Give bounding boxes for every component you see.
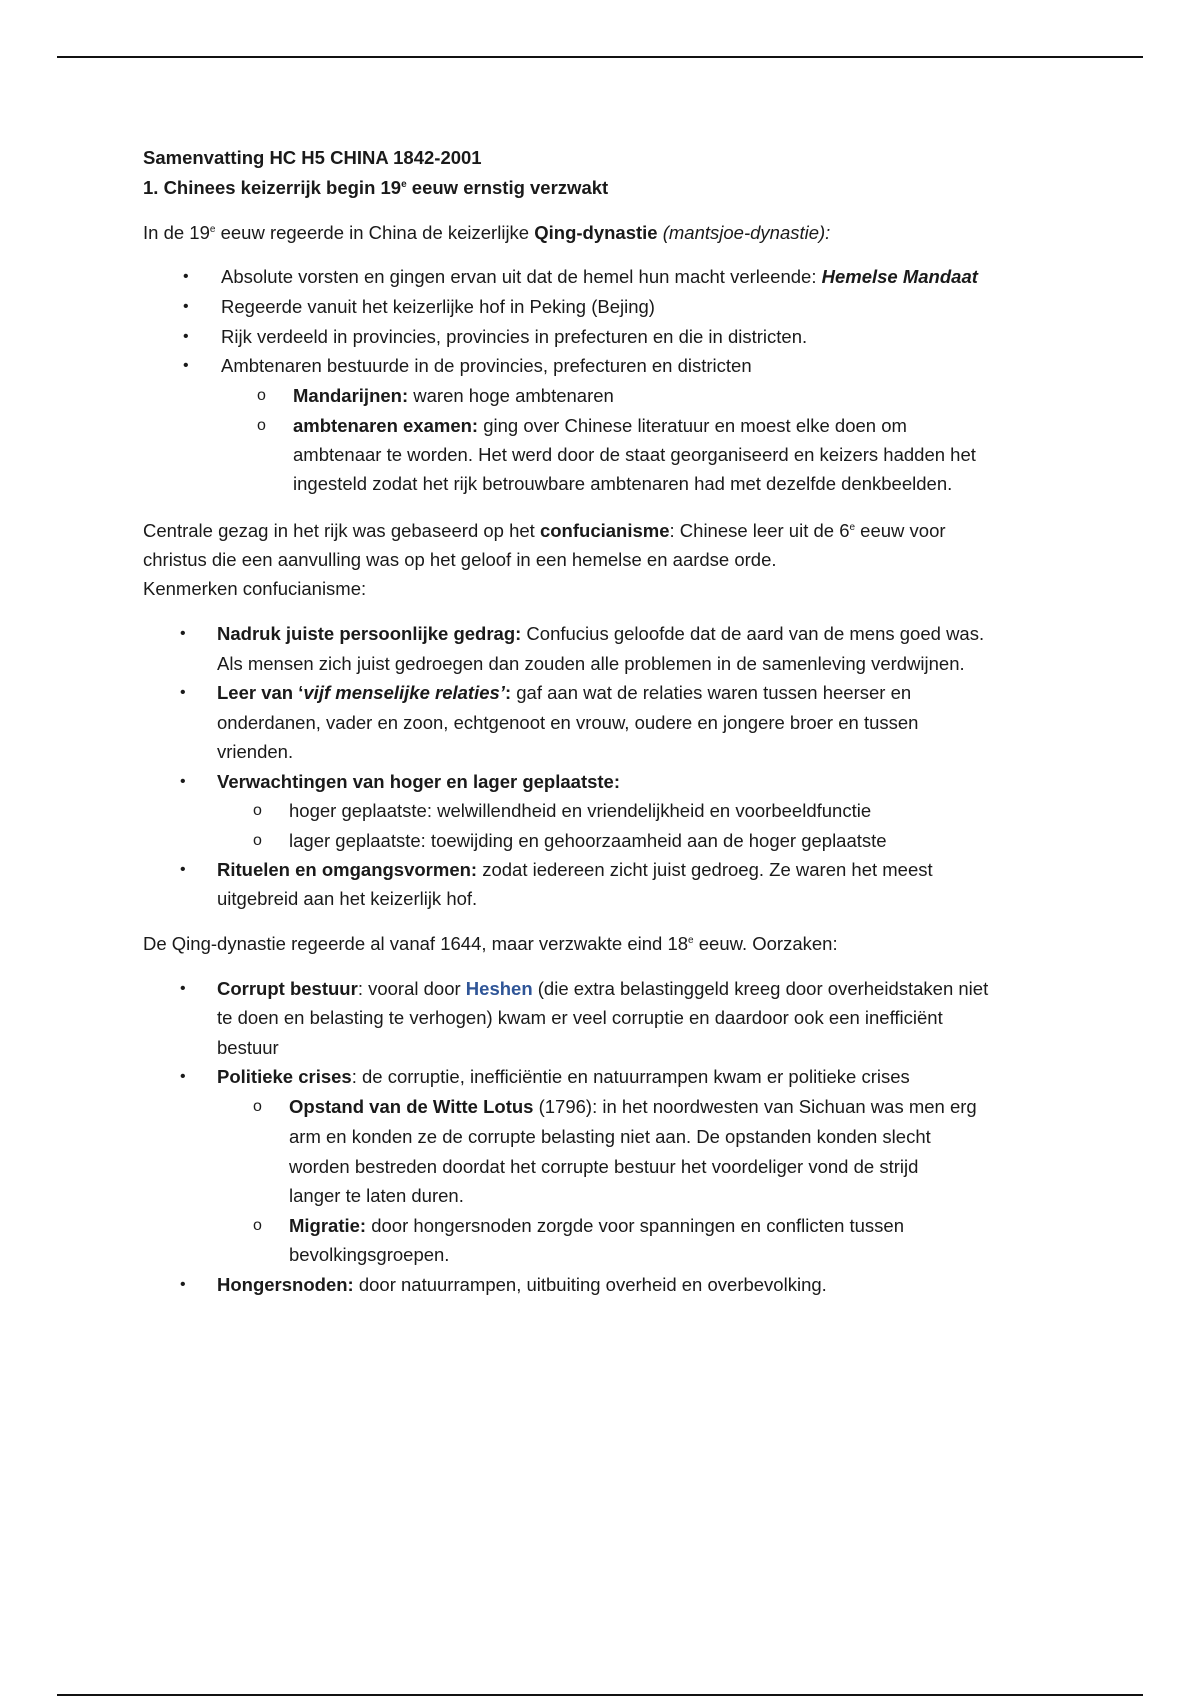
circle-bullet-icon: o bbox=[257, 417, 266, 434]
paragraph: Centrale gezag in het rijk was gebaseerd op het confucianisme: Chinese leer uit de 6e eeuw voor bbox=[143, 520, 946, 541]
list-item: Nadruk juiste persoonlijke gedrag: Confucius geloofde dat de aard van de mens goed was. bbox=[217, 623, 985, 644]
bullet-icon: • bbox=[180, 1276, 186, 1293]
top-rule bbox=[57, 56, 1143, 58]
list-item-cont: bestuur bbox=[217, 1037, 279, 1058]
bullet-icon: • bbox=[180, 980, 186, 997]
list-item: Hongersnoden: door natuurrampen, uitbuiting overheid en overbevolking. bbox=[217, 1274, 827, 1295]
circle-bullet-icon: o bbox=[253, 1098, 262, 1115]
sub-list-item-cont: bevolkingsgroepen. bbox=[289, 1244, 450, 1265]
circle-bullet-icon: o bbox=[253, 802, 262, 819]
sub-list-item: lager geplaatste: toewijding en gehoorzaamheid aan de hoger geplaatste bbox=[289, 830, 887, 851]
bullet-icon: • bbox=[183, 357, 189, 374]
sub-list-item-cont: ingesteld zodat het rijk betrouwbare ambtenaren had met dezelfde denkbeelden. bbox=[293, 473, 953, 494]
intro-paragraph: In de 19e eeuw regeerde in China de keizerlijke Qing-dynastie (mantsjoe-dynastie): bbox=[143, 222, 831, 243]
circle-bullet-icon: o bbox=[257, 387, 266, 404]
list-item: Rijk verdeeld in provincies, provincies in prefecturen en die in districten. bbox=[221, 326, 808, 347]
list-item: Absolute vorsten en gingen ervan uit dat de hemel hun macht verleende: Hemelse Mandaat bbox=[221, 266, 978, 287]
list-item: Leer van ‘vijf menselijke relaties’: gaf aan wat de relaties waren tussen heerser en bbox=[217, 682, 912, 703]
sub-list-item-cont: worden bestreden doordat het corrupte bestuur het voordeliger vond de strijd bbox=[289, 1156, 919, 1177]
list-item: Ambtenaren bestuurde in de provincies, prefecturen en districten bbox=[221, 355, 752, 376]
list-item-cont: uitgebreid aan het keizerlijk hof. bbox=[217, 888, 478, 909]
list-item-cont: Als mensen zich juist gedroegen dan zouden alle problemen in de samenleving verdwijnen. bbox=[217, 653, 965, 674]
sub-list-item: Opstand van de Witte Lotus (1796): in het noordwesten van Sichuan was men erg bbox=[289, 1096, 977, 1117]
list-item: Politieke crises: de corruptie, inefficiëntie en natuurrampen kwam er politieke crises bbox=[217, 1066, 910, 1087]
bullet-icon: • bbox=[180, 861, 186, 878]
sub-list-item-cont: arm en konden ze de corrupte belasting niet aan. De opstanden konden slecht bbox=[289, 1126, 931, 1147]
sub-list-item: ambtenaren examen: ging over Chinese literatuur en moest elke doen om bbox=[293, 415, 907, 436]
bullet-icon: • bbox=[180, 684, 186, 701]
list-item: Corrupt bestuur: vooral door Heshen (die extra belastinggeld kreeg door overheidstaken niet bbox=[217, 978, 989, 999]
bullet-icon: • bbox=[183, 328, 189, 345]
heshen-link[interactable]: Heshen bbox=[465, 978, 533, 999]
list-item-cont: vrienden. bbox=[217, 741, 294, 762]
sub-list-item-cont: ambtenaar te worden. Het werd door de staat georganiseerd en keizers hadden het bbox=[293, 444, 976, 465]
paragraph-line: Kenmerken confucianisme: bbox=[143, 578, 367, 599]
circle-bullet-icon: o bbox=[253, 1217, 262, 1234]
list-item: Regeerde vanuit het keizerlijke hof in Peking (Bejing) bbox=[221, 296, 655, 317]
circle-bullet-icon: o bbox=[253, 832, 262, 849]
bottom-rule bbox=[57, 1694, 1143, 1696]
bullet-icon: • bbox=[180, 625, 186, 642]
list-item: Verwachtingen van hoger en lager geplaatste: bbox=[217, 771, 621, 792]
list-item: Rituelen en omgangsvormen: zodat iedereen zicht juist gedroeg. Ze waren het meest bbox=[217, 859, 933, 880]
sub-list-item-cont: langer te laten duren. bbox=[289, 1185, 464, 1206]
paragraph: De Qing-dynastie regeerde al vanaf 1644, maar verzwakte eind 18e eeuw. Oorzaken: bbox=[143, 933, 838, 954]
bullet-icon: • bbox=[180, 773, 186, 790]
list-item-cont: te doen en belasting te verhogen) kwam er veel corruptie en daardoor ook een inefficiënt bbox=[217, 1007, 943, 1028]
sub-list-item: Migratie: door hongersnoden zorgde voor spanningen en conflicten tussen bbox=[289, 1215, 905, 1236]
section-heading: 1. Chinees keizerrijk begin 19e eeuw ernstig verzwakt bbox=[143, 177, 609, 198]
list-item-cont: onderdanen, vader en zoon, echtgenoot en vrouw, oudere en jongere broer en tussen bbox=[217, 712, 919, 733]
paragraph-line: christus die een aanvulling was op het geloof in een hemelse en aardse orde. bbox=[143, 549, 777, 570]
bullet-icon: • bbox=[180, 1068, 186, 1085]
bullet-icon: • bbox=[183, 268, 189, 285]
sub-list-item: Mandarijnen: waren hoge ambtenaren bbox=[293, 385, 614, 406]
doc-title: Samenvatting HC H5 CHINA 1842-2001 bbox=[143, 147, 482, 168]
sub-list-item: hoger geplaatste: welwillendheid en vriendelijkheid en voorbeeldfunctie bbox=[289, 800, 872, 821]
bullet-icon: • bbox=[183, 298, 189, 315]
